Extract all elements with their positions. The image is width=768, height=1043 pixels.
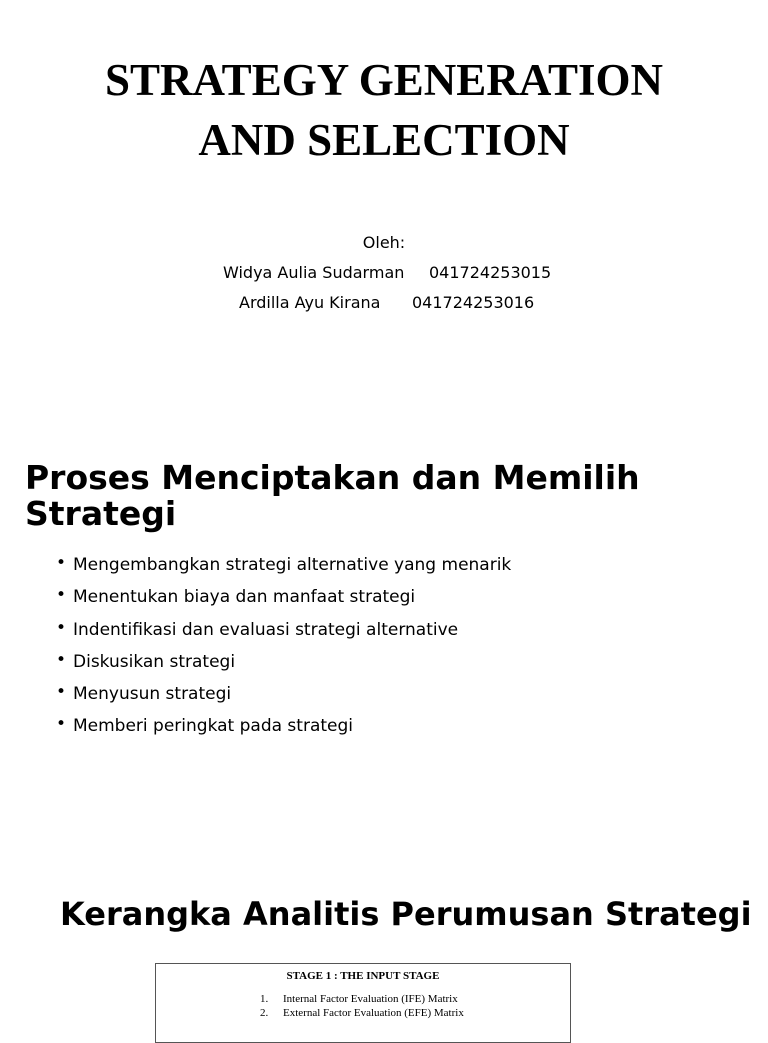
author-row: [0, 262, 768, 292]
bullet-item: • Diskusikan strategi: [56, 651, 511, 683]
stage-item-number: 1.: [260, 993, 269, 1005]
by-label: Oleh:: [362, 233, 406, 252]
slide-title: Proses Menciptakan dan Memilih Strategi: [25, 458, 640, 533]
author-name: Ardilla Ayu Kirana: [239, 293, 381, 312]
author-id: 041724253015: [429, 263, 552, 282]
authors-block: [0, 232, 768, 322]
bullet-item: • Menyusun strategi: [56, 683, 511, 715]
author-id: 041724253016: [412, 293, 535, 312]
title-line-1: STRATEGY GENERATION: [104, 55, 664, 105]
stage-item-text: External Factor Evaluation (EFE) Matrix: [283, 1007, 464, 1019]
stage-item: [156, 1006, 570, 1020]
title-line-2: AND SELECTION: [198, 115, 570, 165]
stage-title: STAGE 1 : THE INPUT STAGE: [286, 970, 440, 982]
stage-item-number: 2.: [260, 1007, 269, 1019]
stage-item: [156, 992, 570, 1006]
author-name: Widya Aulia Sudarman: [223, 263, 405, 282]
title-slide: [0, 0, 768, 410]
slide-title: Kerangka Analitis Perumusan Strategi: [60, 895, 752, 933]
stage-item-list: [156, 992, 570, 1020]
bullet-item: • Menentukan biaya dan manfaat strategi: [56, 586, 511, 618]
bullet-item: • Indentifikasi dan evaluasi strategi alternative: [56, 619, 511, 651]
bullet-list: [56, 554, 511, 748]
process-slide: [0, 410, 768, 860]
framework-slide: [0, 860, 768, 1024]
bullet-item: • Mengembangkan strategi alternative yang menarik: [56, 554, 511, 586]
author-row: [0, 292, 768, 322]
input-stage-box: [155, 963, 571, 1043]
bullet-item: • Memberi peringkat pada strategi: [56, 715, 511, 747]
presentation-title: [0, 50, 768, 170]
stage-item-text: Internal Factor Evaluation (IFE) Matrix: [283, 993, 458, 1005]
